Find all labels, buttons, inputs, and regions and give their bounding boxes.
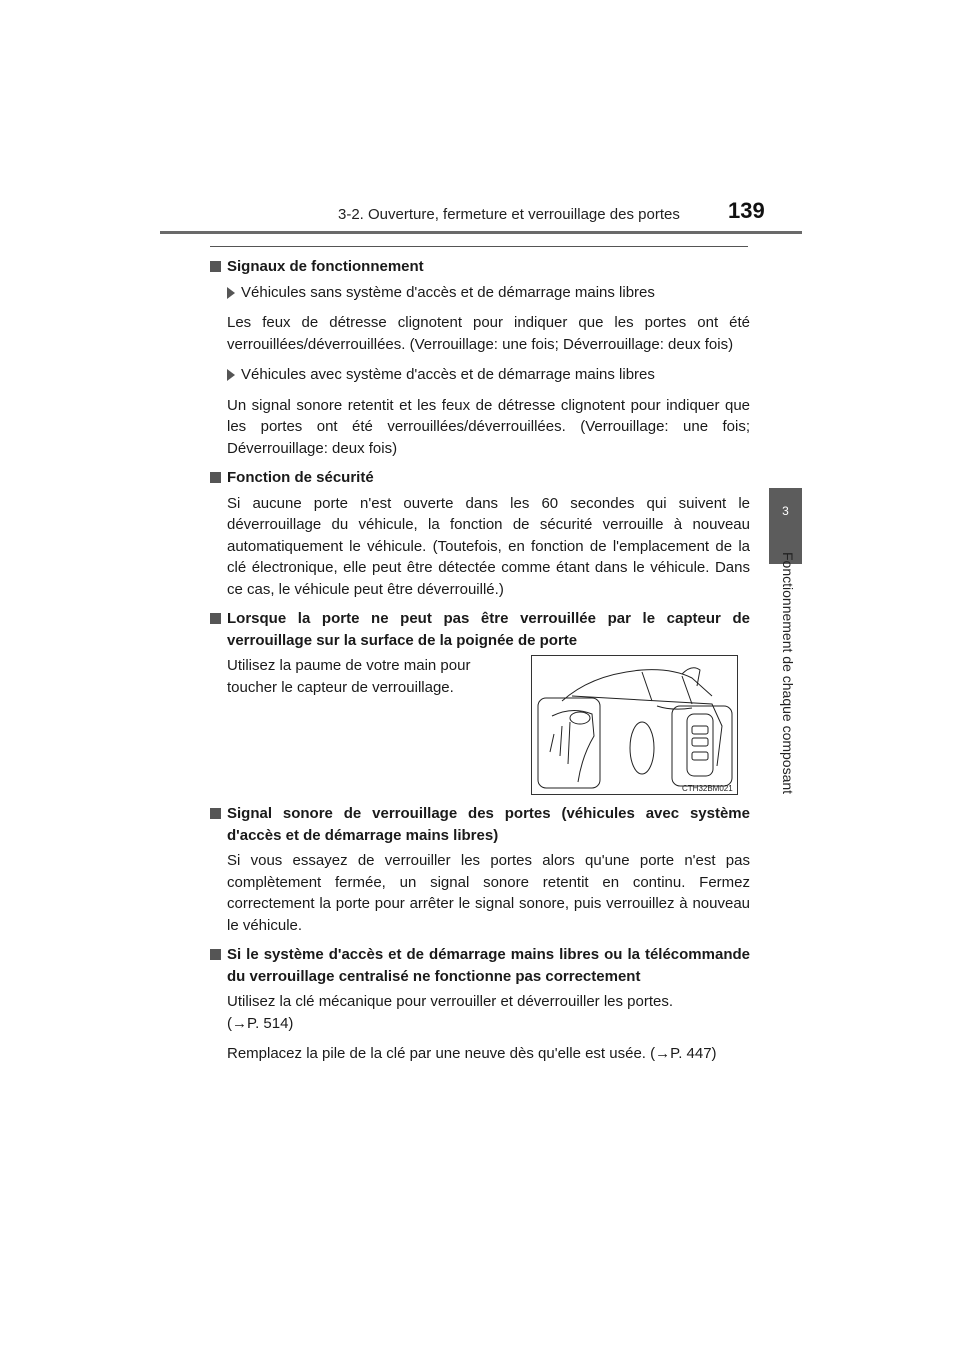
section-signal-sonore — [210, 803, 750, 936]
figure-code: CTH32BM021 — [682, 784, 733, 793]
section-heading: Lorsque la porte ne peut pas être verrouillée par le capteur de verrouillage sur la surface de la poignée de porte — [227, 610, 750, 649]
chapter-tab-number: 3 — [782, 504, 789, 518]
paragraph: Si vous essayez de verrouiller les portes alors qu'une porte n'est pas complètement fermée, un signal sonore retentit en continu. Fermez correctement la porte pour arrêter le signal sonore, puis verrouillez à nouveau le véhicule. — [227, 852, 750, 934]
bullet-square-icon — [210, 472, 221, 483]
condition-text: Véhicules avec système d'accès et de démarrage mains libres — [241, 366, 655, 383]
bullet-square-icon — [210, 949, 221, 960]
section-heading: Signaux de fonctionnement — [227, 258, 424, 275]
page-reference: (→P. 514) — [227, 1014, 294, 1032]
header-rule — [160, 231, 802, 234]
paragraph: Utilisez la clé mécanique pour verrouiller et déverrouiller les portes. — [227, 993, 674, 1010]
page-content — [210, 256, 750, 1073]
section-signaux — [210, 256, 750, 459]
bullet-square-icon — [210, 808, 221, 819]
section-heading: Fonction de sécurité — [227, 469, 374, 486]
bullet-square-icon — [210, 613, 221, 624]
section-heading: Si le système d'accès et de démarrage mains libres ou la télécommande du verrouillage centralisé ne fonctionne pas correctement — [227, 946, 750, 985]
section-title: 3-2. Ouverture, fermeture et verrouillage des portes — [338, 206, 680, 223]
paragraph: Utilisez la paume de votre main pour toucher le capteur de verrouillage. — [227, 657, 471, 696]
content-top-rule — [210, 246, 748, 247]
bullet-square-icon — [210, 261, 221, 272]
section-panne — [210, 944, 750, 1065]
chapter-tab-label: Fonctionnement de chaque composant — [780, 552, 796, 795]
section-heading: Signal sonore de verrouillage des portes (véhicules avec système d'accès et de démarrage mains libres) — [227, 805, 750, 844]
condition-text: Véhicules sans système d'accès et de démarrage mains libres — [241, 283, 655, 301]
triangle-bullet-icon — [227, 369, 235, 381]
triangle-bullet-icon — [227, 287, 235, 299]
paragraph: Les feux de détresse clignotent pour indiquer que les portes ont été verrouillées/déverrouillées. (Verrouillage: une fois; Déverrouillage: deux fois) — [227, 314, 750, 353]
paragraph: Si aucune porte n'est ouverte dans les 60 secondes qui suivent le déverrouillage du véhicule, la fonction de sécurité verrouille à nouveau automatiquement le véhicule. (Toutefois, en fonction de l'emplacement de la clé électronique, elle peut être détectée comme étant dans le véhicule. Dans ce cas, le véhicule peut être déverrouillé.) — [227, 494, 750, 598]
door-handle-figure — [531, 655, 738, 795]
page-number: 139 — [728, 198, 765, 223]
paragraph: Remplacez la pile de la clé par une neuve dès qu'elle est usée. (→P. 447) — [227, 1045, 717, 1062]
car-touch-sensor-illustration — [532, 656, 737, 794]
section-securite — [210, 467, 750, 600]
paragraph: Un signal sonore retentit et les feux de détresse clignotent pour indiquer que les portes ont été verrouillées/déverrouillées. (Verrouillage: une fois; Déverrouillage: deux fois) — [227, 396, 750, 457]
section-capteur — [210, 608, 750, 795]
